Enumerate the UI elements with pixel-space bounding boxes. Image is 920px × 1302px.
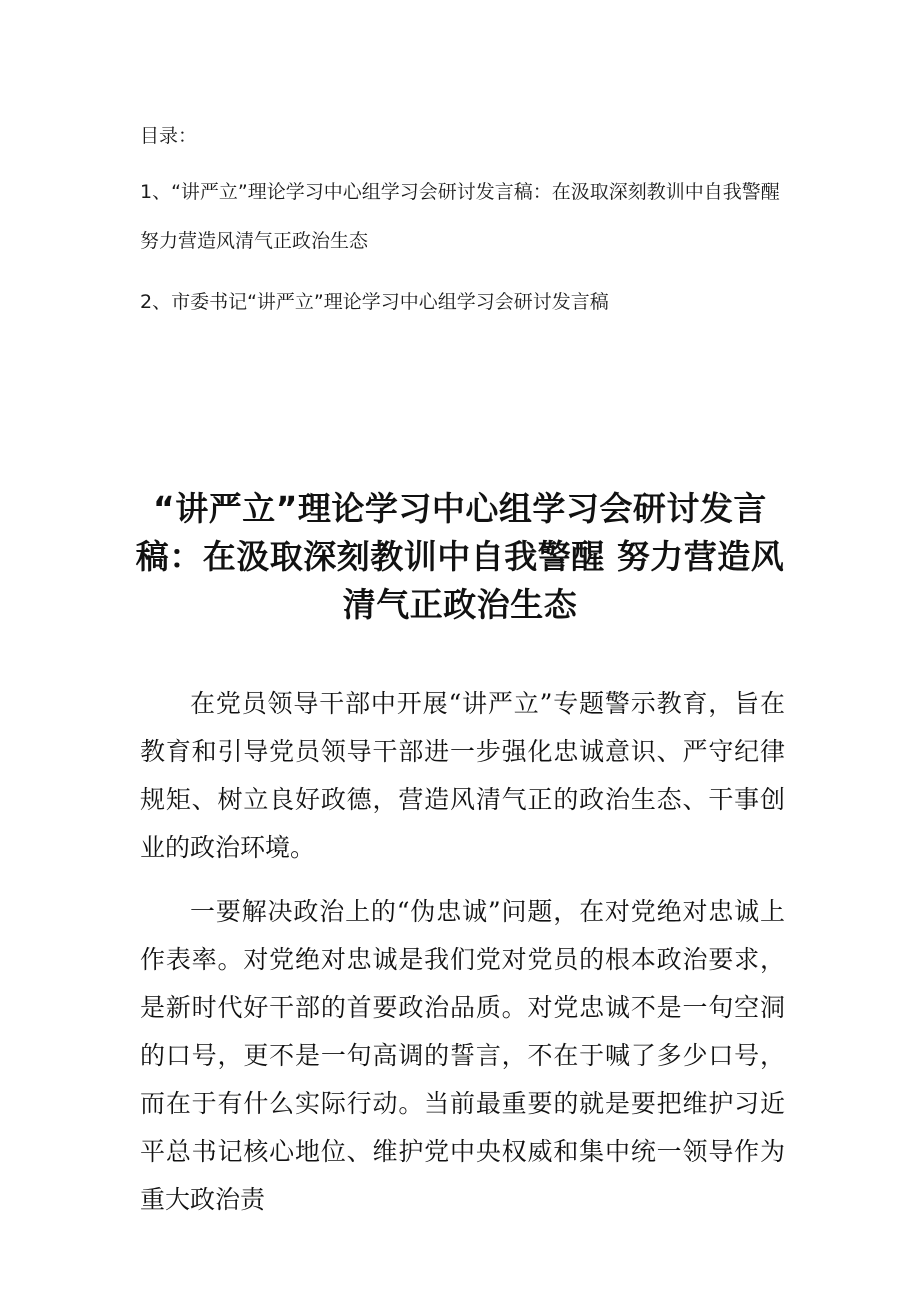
toc-heading: 目录：: [140, 125, 198, 147]
table-of-contents: [140, 118, 790, 327]
toc-item-2[interactable]: 2、市委书记“讲严立”理论学习中心组学习会研讨发言稿: [140, 291, 609, 313]
toc-item-1[interactable]: 1、“讲严立”理论学习中心组学习会研讨发言稿：在汲取深刻教训中自我警醒 努力营造风清气正政治生态: [140, 181, 780, 252]
paragraph-2: 一要解决政治上的“伪忠诚”问题，在对党绝对忠诚上作表率。对党绝对忠诚是我们党对党员的根本政治要求，是新时代好干部的首要政治品质。对党忠诚不是一句空洞的口号，更不是一句高调的誓言，不在于喊了多少口号，而在于有什么实际行动。当前最重要的就是要把维护习近平总书记核心地位、维护党中央权威和集中统一领导作为重大政治责: [140, 897, 785, 1214]
article-title: “讲严立”理论学习中心组学习会研讨发言稿：在汲取深刻教训中自我警醒 努力营造风清气正政治生态: [135, 489, 785, 625]
paragraph-1: 在党员领导干部中开展“讲严立”专题警示教育，旨在教育和引导党员领导干部进一步强化忠诚意识、严守纪律规矩、树立良好政德，营造风清气正的政治生态、干事创业的政治环境。: [140, 689, 785, 862]
article-body: [140, 680, 785, 1224]
